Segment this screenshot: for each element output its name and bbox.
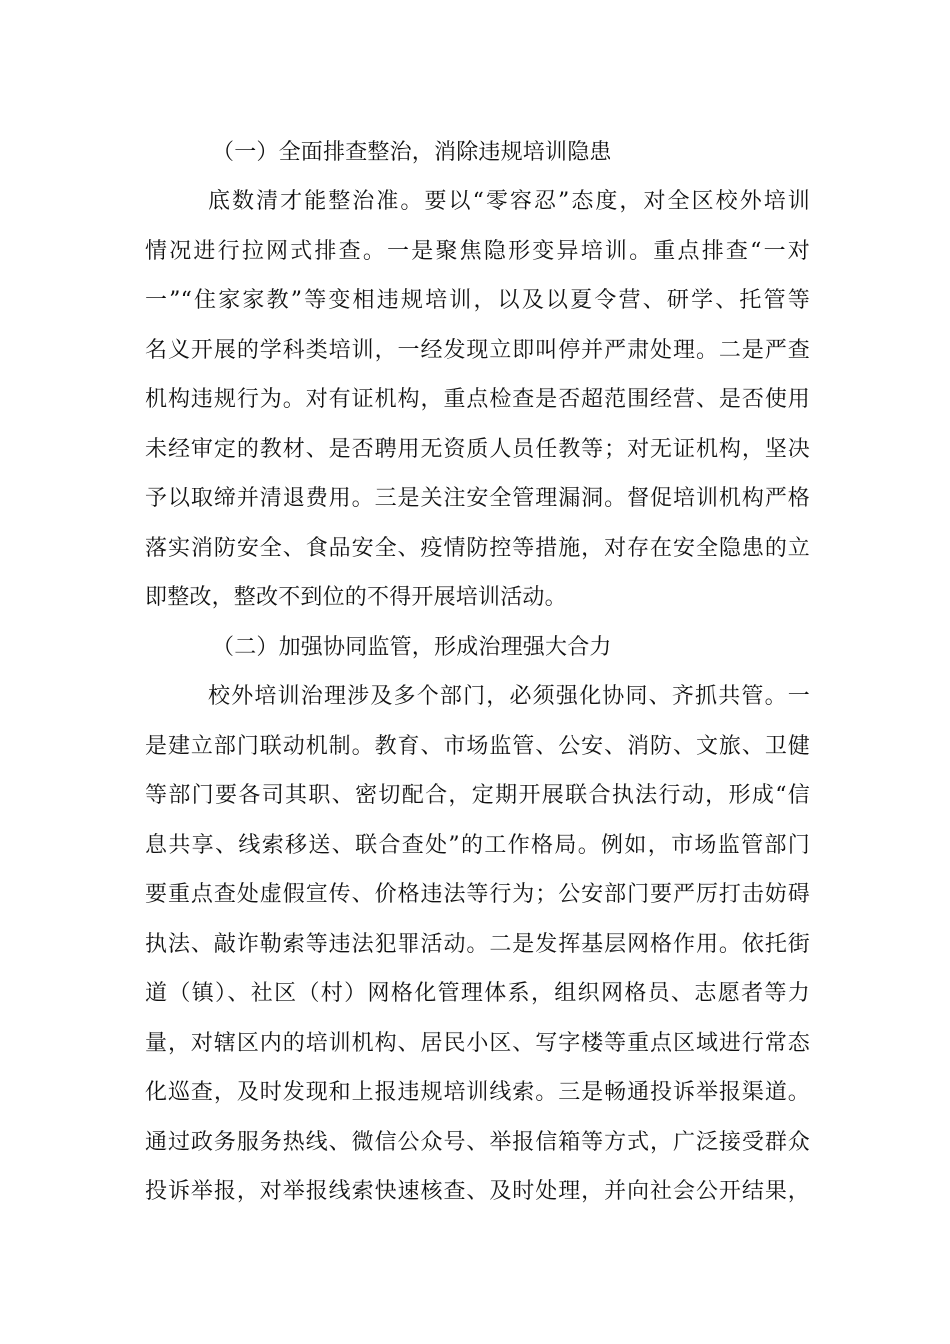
paragraph-line: 底数清才能整治准。要以“零容忍”态度，对全区校外培训 xyxy=(208,189,810,214)
paragraph-line: 要重点查处虚假宣传、价格违法等行为；公安部门要严厉打击妨碍 xyxy=(145,882,810,907)
paragraph-line: 量，对辖区内的培训机构、居民小区、写字楼等重点区域进行常态 xyxy=(145,1031,810,1056)
section-heading-2: （二）加强协同监管，形成治理强大合力 xyxy=(212,635,612,660)
paragraph-line: 情况进行拉网式排查。一是聚焦隐形变异培训。重点排查“一对 xyxy=(145,239,810,264)
paragraph-line: 道（镇）、社区（村）网格化管理体系，组织网格员、志愿者等力 xyxy=(145,981,810,1006)
paragraph-line: 投诉举报，对举报线索快速核查、及时处理，并向社会公开结果， xyxy=(145,1179,810,1204)
paragraph-line: 等部门要各司其职、密切配合，定期开展联合执法行动，形成“信 xyxy=(145,783,810,808)
paragraph-line: 化巡查，及时发现和上报违规培训线索。三是畅通投诉举报渠道。 xyxy=(145,1080,810,1105)
paragraph-line: 落实消防安全、食品安全、疫情防控等措施，对存在安全隐患的立 xyxy=(145,536,810,561)
paragraph-line: 机构违规行为。对有证机构，重点检查是否超范围经营、是否使用 xyxy=(145,387,810,412)
paragraph-line: 名义开展的学科类培训，一经发现立即叫停并严肃处理。二是严查 xyxy=(145,338,810,363)
section-heading-1: （一）全面排查整治，消除违规培训隐患 xyxy=(212,140,612,165)
paragraph-line: 即整改，整改不到位的不得开展培训活动。 xyxy=(145,585,567,610)
paragraph-line: 未经审定的教材、是否聘用无资质人员任教等；对无证机构，坚决 xyxy=(145,437,810,462)
paragraph-line: 一”“住家家教”等变相违规培训，以及以夏令营、研学、托管等 xyxy=(145,288,810,313)
paragraph-line: 执法、敲诈勒索等违法犯罪活动。二是发挥基层网格作用。依托街 xyxy=(145,932,810,957)
paragraph-line: 予以取缔并清退费用。三是关注安全管理漏洞。督促培训机构严格 xyxy=(145,486,810,511)
paragraph-line: 通过政务服务热线、微信公众号、举报信箱等方式，广泛接受群众 xyxy=(145,1130,810,1155)
paragraph-line: 息共享、线索移送、联合查处”的工作格局。例如，市场监管部门 xyxy=(145,833,810,858)
paragraph-line: 校外培训治理涉及多个部门，必须强化协同、齐抓共管。一 xyxy=(208,684,810,709)
paragraph-line: 是建立部门联动机制。教育、市场监管、公安、消防、文旅、卫健 xyxy=(145,734,810,759)
